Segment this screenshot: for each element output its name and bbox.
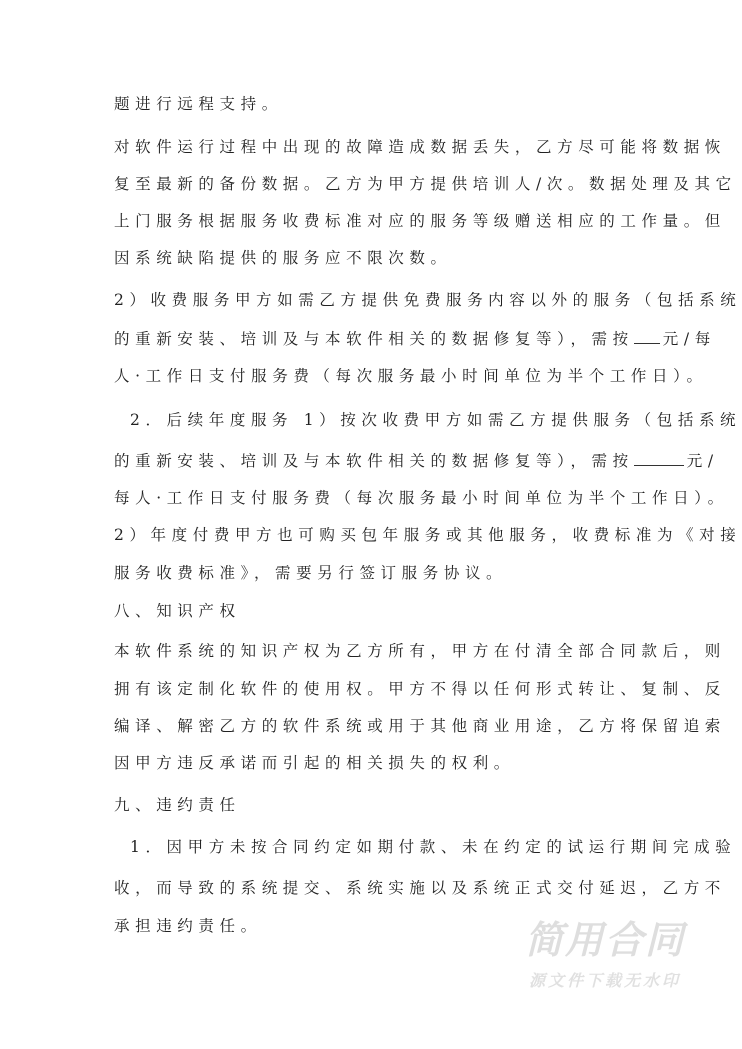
paragraph-line-indented: 1．因甲方未按合同约定如期付款、未在约定的试运行期间完成验 <box>130 838 737 856</box>
paragraph-line: 人·工作日支付服务费（每次服务最小时间单位为半个工作日）。 <box>114 367 708 385</box>
section-heading: 九、违约责任 <box>114 796 241 814</box>
paragraph-line: 复至最新的备份数据。乙方为甲方提供培训人/次。数据处理及其它 <box>114 175 737 193</box>
paragraph-line: 2）年度付费甲方也可购买包年服务或其他服务，收费标准为《对接 <box>114 526 742 544</box>
paragraph-line-with-blank <box>114 329 716 349</box>
fill-in-blank-price[interactable] <box>634 451 684 466</box>
paragraph-line: 2）收费服务甲方如需乙方提供免费服务内容以外的服务（包括系统 <box>114 291 742 309</box>
paragraph-line: 拥有该定制化软件的使用权。甲方不得以任何形式转让、复制、反 <box>114 680 726 698</box>
line-text-before-blank: 的重新安装、培训及与本软件相关的数据修复等），需按 <box>114 330 634 348</box>
paragraph-line-indented: 2．后续年度服务 1）按次收费甲方如需乙方提供服务（包括系统 <box>130 411 742 429</box>
fill-in-blank-price[interactable] <box>634 329 660 344</box>
paragraph-line: 编译、解密乙方的软件系统或用于其他商业用途，乙方将保留追索 <box>114 717 726 735</box>
paragraph-line: 上门服务根据服务收费标准对应的服务等级赠送相应的工作量。但 <box>114 212 726 230</box>
watermark-title: 简用合同 <box>524 918 685 962</box>
paragraph-line: 本软件系统的知识产权为乙方所有，甲方在付清全部合同款后，则 <box>114 642 726 660</box>
paragraph-line: 服务收费标准》，需要另行签订服务协议。 <box>114 564 508 582</box>
paragraph-line: 题进行远程支持。 <box>114 95 283 113</box>
paragraph-line: 对软件运行过程中出现的故障造成数据丢失，乙方尽可能将数据恢 <box>114 138 726 156</box>
paragraph-line: 承担违约责任。 <box>114 917 262 935</box>
paragraph-line: 因系统缺陷提供的服务应不限次数。 <box>114 249 452 267</box>
line-text-after-blank: 元/每 <box>662 330 716 348</box>
watermark-subtitle: 源文件下载无水印 <box>528 971 681 990</box>
paragraph-line: 每人·工作日支付服务费（每次服务最小时间单位为半个工作日）。 <box>114 489 729 507</box>
paragraph-line: 因甲方违反承诺而引起的相关损失的权利。 <box>114 754 515 772</box>
watermark <box>510 918 700 992</box>
section-heading: 八、知识产权 <box>114 602 241 620</box>
line-text-after-blank: 元/ <box>686 452 719 470</box>
paragraph-line-with-blank <box>114 451 719 471</box>
paragraph-line: 收，而导致的系统提交、系统实施以及系统正式交付延迟，乙方不 <box>114 879 726 897</box>
line-text-before-blank: 的重新安装、培训及与本软件相关的数据修复等），需按 <box>114 452 634 470</box>
